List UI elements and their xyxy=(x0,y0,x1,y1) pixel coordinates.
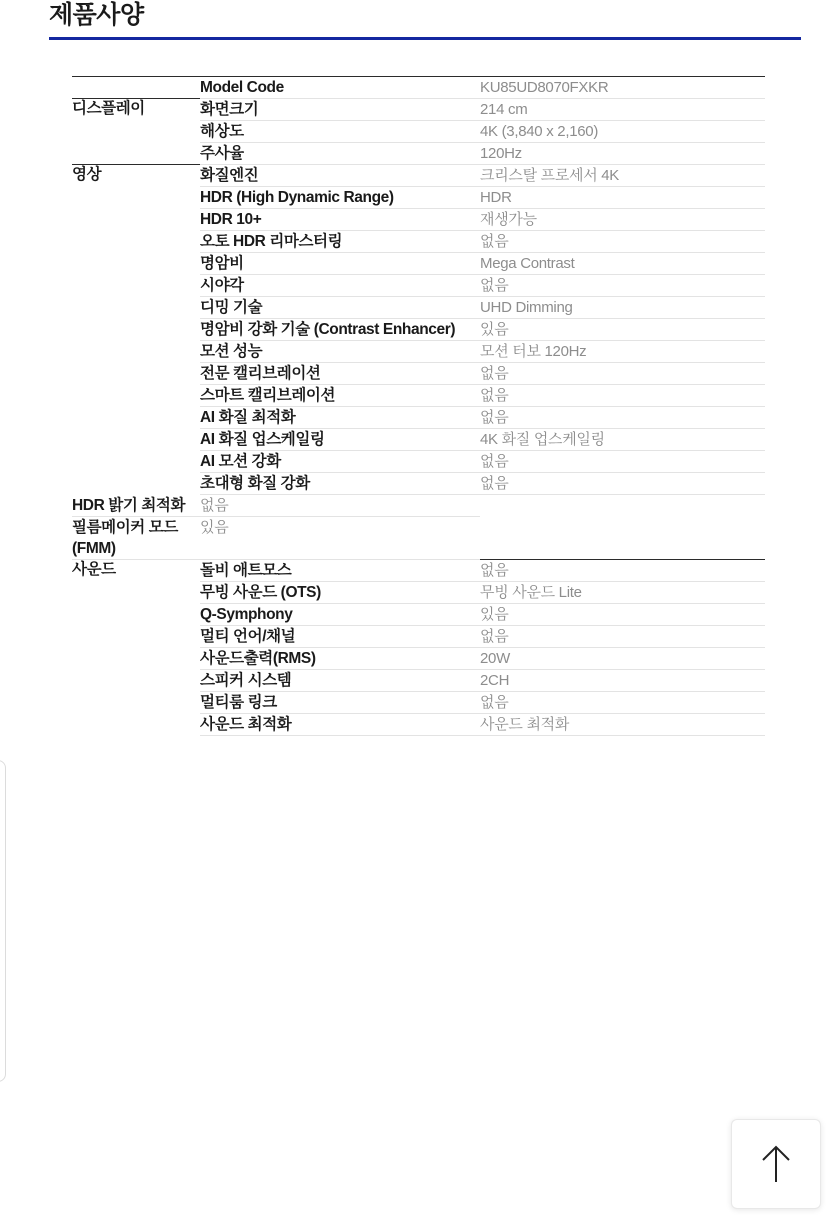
spec-item-value: 크리스탈 프로세서 4K xyxy=(480,165,765,187)
spec-item-label: 필름메이커 모드 (FMM) xyxy=(72,517,200,560)
spec-item-label: Model Code xyxy=(200,77,480,99)
spec-item-value: 있음 xyxy=(480,319,765,341)
spec-item-value: 214 cm xyxy=(480,99,765,121)
spec-group-label xyxy=(72,77,200,99)
page-title-block xyxy=(49,0,801,40)
page-title: 제품사양 xyxy=(49,1,144,29)
scroll-to-top-button[interactable] xyxy=(731,1119,821,1209)
spec-item-label: 오토 HDR 리마스터링 xyxy=(200,231,480,253)
spec-item-value: UHD Dimming xyxy=(480,297,765,319)
spec-item-value: 4K 화질 업스케일링 xyxy=(480,429,765,451)
spec-item-value: 120Hz xyxy=(480,143,765,165)
spec-item-label: HDR 10+ xyxy=(200,209,480,231)
spec-item-label: 사운드 최적화 xyxy=(200,714,480,736)
spec-group-label: 사운드 xyxy=(72,560,200,736)
spec-item-label: 디밍 기술 xyxy=(200,297,480,319)
spec-item-label: 무빙 사운드 (OTS) xyxy=(200,582,480,604)
spec-item-label: 화질엔진 xyxy=(200,165,480,187)
specification-table-body xyxy=(72,77,765,736)
spec-item-value: 사운드 최적화 xyxy=(480,714,765,736)
spec-item-value: 4K (3,840 x 2,160) xyxy=(480,121,765,143)
spec-item-value: 없음 xyxy=(480,560,765,582)
spec-item-value: KU85UD8070FXKR xyxy=(480,77,765,99)
spec-item-label: 사운드출력(RMS) xyxy=(200,648,480,670)
spec-item-value: 모션 터보 120Hz xyxy=(480,341,765,363)
spec-item-label: 멀티 언어/채널 xyxy=(200,626,480,648)
spec-item-value: 없음 xyxy=(480,231,765,253)
spec-group-label: 영상 xyxy=(72,165,200,495)
spec-item-label: 주사율 xyxy=(200,143,480,165)
spec-item-label: 전문 캘리브레이션 xyxy=(200,363,480,385)
spec-item-label: Q-Symphony xyxy=(200,604,480,626)
table-row xyxy=(72,495,765,517)
spec-item-value: 없음 xyxy=(480,407,765,429)
spec-item-value: 없음 xyxy=(480,451,765,473)
table-row xyxy=(72,99,765,121)
spec-item-value: HDR xyxy=(480,187,765,209)
spec-item-value: 없음 xyxy=(480,275,765,297)
spec-item-value: 무빙 사운드 Lite xyxy=(480,582,765,604)
spec-item-value: 없음 xyxy=(480,692,765,714)
spec-item-value: 없음 xyxy=(200,495,480,517)
spec-item-value: 2CH xyxy=(480,670,765,692)
table-row xyxy=(72,560,765,582)
spec-item-label: 해상도 xyxy=(200,121,480,143)
spec-group-label: 디스플레이 xyxy=(72,99,200,165)
spec-item-value: 없음 xyxy=(480,363,765,385)
spec-item-label: 화면크기 xyxy=(200,99,480,121)
table-row xyxy=(72,77,765,99)
spec-item-label: HDR (High Dynamic Range) xyxy=(200,187,480,209)
arrow-up-icon xyxy=(756,1142,796,1186)
spec-item-label: 모션 성능 xyxy=(200,341,480,363)
spec-item-value: 있음 xyxy=(200,517,480,560)
spec-item-label: 명암비 강화 기술 (Contrast Enhancer) xyxy=(200,319,480,341)
spec-item-label: 스마트 캘리브레이션 xyxy=(200,385,480,407)
table-row xyxy=(72,165,765,187)
spec-item-label: AI 모션 강화 xyxy=(200,451,480,473)
spec-item-label: 돌비 애트모스 xyxy=(200,560,480,582)
spec-item-label: 시야각 xyxy=(200,275,480,297)
spec-item-label: 멀티룸 링크 xyxy=(200,692,480,714)
title-underline xyxy=(49,37,801,40)
spec-item-label: 스피커 시스템 xyxy=(200,670,480,692)
spec-item-label: HDR 밝기 최적화 xyxy=(72,495,200,517)
spec-item-value: Mega Contrast xyxy=(480,253,765,275)
spec-item-value: 없음 xyxy=(480,385,765,407)
spec-item-label: 초대형 화질 강화 xyxy=(200,473,480,495)
spec-item-value: 20W xyxy=(480,648,765,670)
table-row xyxy=(72,517,765,560)
spec-item-label: AI 화질 업스케일링 xyxy=(200,429,480,451)
spec-item-value: 있음 xyxy=(480,604,765,626)
spec-item-label: AI 화질 최적화 xyxy=(200,407,480,429)
page-edge-artifact xyxy=(0,760,6,1082)
specification-table xyxy=(72,76,765,736)
spec-item-value: 없음 xyxy=(480,473,765,495)
spec-item-label: 명암비 xyxy=(200,253,480,275)
spec-item-value: 없음 xyxy=(480,626,765,648)
spec-item-value: 재생가능 xyxy=(480,209,765,231)
